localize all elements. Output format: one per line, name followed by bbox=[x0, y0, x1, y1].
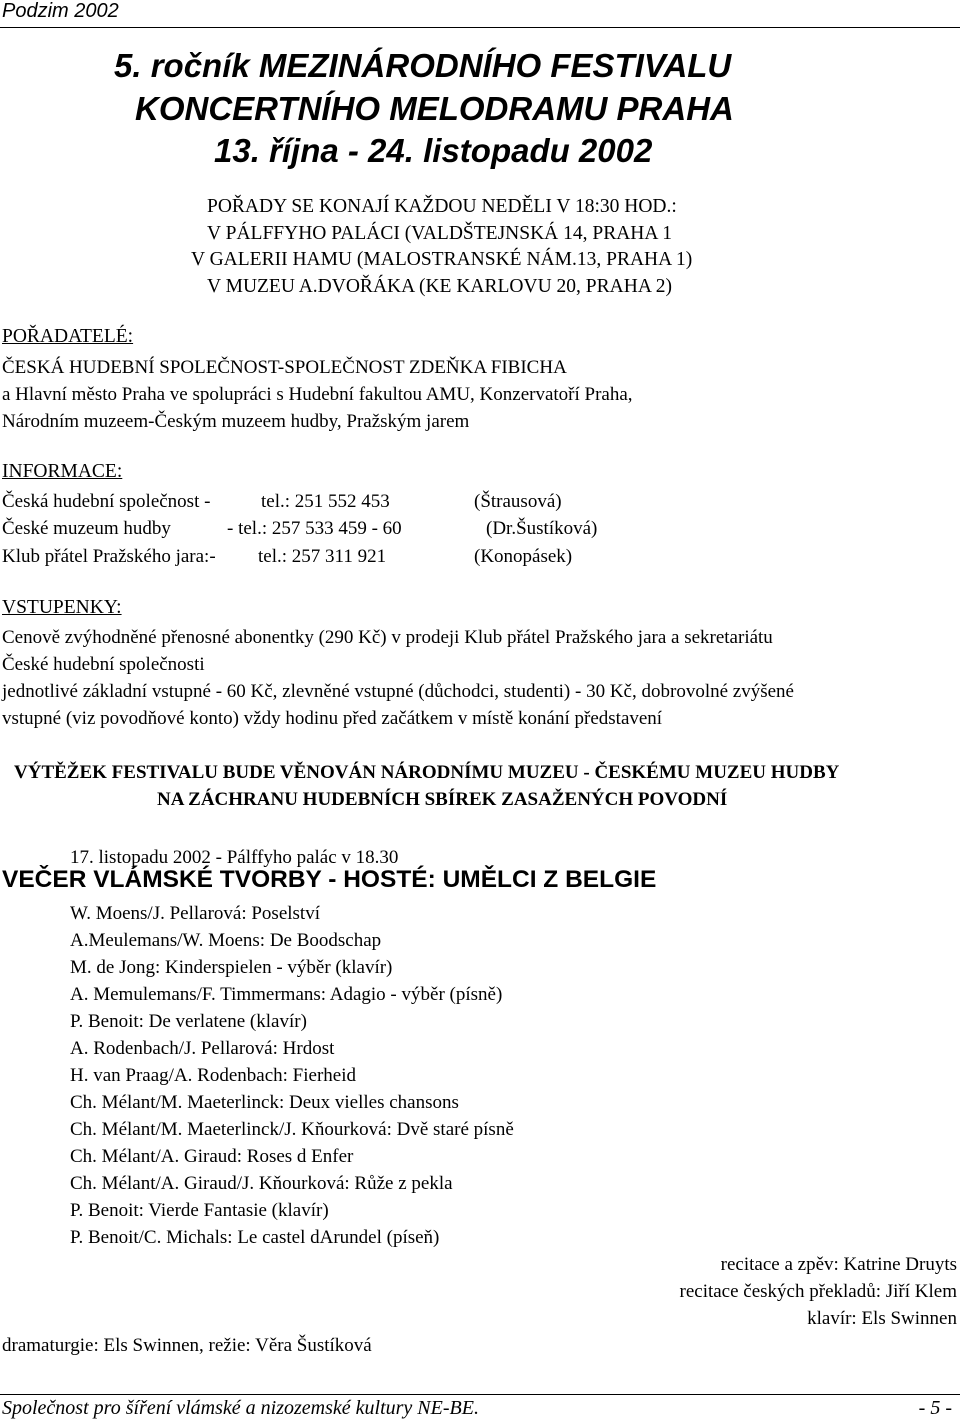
info-org: Klub přátel Pražského jara:- bbox=[2, 546, 216, 567]
proceeds-line-1: VÝTĚŽEK FESTIVALU BUDE VĚNOVÁN NÁRODNÍMU MUZEU - ČESKÉMU MUZEU HUDBY bbox=[14, 762, 840, 783]
program-item: W. Moens/J. Pellarová: Poselství bbox=[70, 903, 320, 924]
program-item: M. de Jong: Kinderspielen - výběr (klavír) bbox=[70, 957, 393, 978]
footer-society: Společnost pro šíření vlámské a nizozemské kultury NE-BE. bbox=[2, 1397, 479, 1419]
venue-line-2: V PÁLFFYHO PALÁCI (VALDŠTEJNSKÁ 14, PRAHA 1 bbox=[207, 223, 673, 244]
info-phone: tel.: 251 552 453 bbox=[261, 491, 390, 512]
proceeds-line-2: NA ZÁCHRANU HUDEBNÍCH SBÍREK ZASAŽENÝCH POVODNÍ bbox=[157, 789, 728, 810]
season-header: Podzim 2002 bbox=[2, 0, 119, 22]
organizers-line-2: a Hlavní město Praha ve spolupráci s Hudební fakultou AMU, Konzervatoří Praha, bbox=[2, 384, 633, 405]
info-contact: (Dr.Šustíková) bbox=[486, 518, 598, 539]
organizers-line-1: ČESKÁ HUDEBNÍ SPOLEČNOST-SPOLEČNOST ZDEŇKA FIBICHA bbox=[2, 357, 567, 378]
info-contact: (Konopásek) bbox=[474, 546, 573, 567]
info-phone: - tel.: 257 533 459 - 60 bbox=[227, 518, 402, 539]
tickets-line-4: vstupné (viz povodňové konto) vždy hodinu před začátkem v místě konání představení bbox=[2, 708, 663, 729]
tickets-heading: VSTUPENKY: bbox=[2, 597, 122, 618]
venue-line-4: V MUZEU A.DVOŘÁKA (KE KARLOVU 20, PRAHA 2) bbox=[207, 276, 672, 297]
program-item: A. Memulemans/F. Timmermans: Adagio - výběr (písně) bbox=[70, 984, 503, 1005]
program-item: Ch. Mélant/A. Giraud: Roses d Enfer bbox=[70, 1146, 354, 1167]
program-item: A.Meulemans/W. Moens: De Boodschap bbox=[70, 930, 382, 951]
credit-line: recitace a zpěv: Katrine Druyts bbox=[720, 1254, 957, 1275]
info-contact: (Štrausová) bbox=[474, 491, 562, 512]
program-item: P. Benoit: Vierde Fantasie (klavír) bbox=[70, 1200, 329, 1221]
performer-credits bbox=[680, 1251, 958, 1332]
tickets-line-1: Cenově zvýhodněné přenosné abonentky (290 Kč) v prodeji Klub přátel Pražského jara a sekretariátu bbox=[2, 627, 773, 648]
dramaturgy-credit: dramaturgie: Els Swinnen, režie: Věra Šustíková bbox=[2, 1335, 372, 1356]
info-heading: INFORMACE: bbox=[2, 461, 123, 482]
program-item: A. Rodenbach/J. Pellarová: Hrdost bbox=[70, 1038, 335, 1059]
tickets-line-3: jednotlivé základní vstupné - 60 Kč, zlevněné vstupné (důchodci, studenti) - 30 Kč, dobrovolné zvýšené bbox=[2, 681, 794, 702]
venue-line-1: POŘADY SE KONAJÍ KAŽDOU NEDĚLI V 18:30 HOD.: bbox=[207, 196, 677, 217]
program-item: P. Benoit/C. Michals: Le castel dArundel (píseň) bbox=[70, 1227, 440, 1248]
event-title: VEČER VLÁMSKÉ TVORBY - HOSTÉ: UMĚLCI Z BELGIE bbox=[2, 866, 657, 893]
organizers-line-3: Národním muzeem-Českým muzeem hudby, Pražským jarem bbox=[2, 411, 470, 432]
header-rule bbox=[0, 27, 960, 28]
venue-line-3: V GALERII HAMU (MALOSTRANSKÉ NÁM.13, PRAHA 1) bbox=[191, 249, 693, 270]
organizers-heading: POŘADATELÉ: bbox=[2, 326, 134, 347]
event-date: 17. listopadu 2002 - Pálffyho palác v 18.30 bbox=[70, 847, 399, 868]
festival-title-line-2: KONCERTNÍHO MELODRAMU PRAHA bbox=[135, 90, 734, 127]
program-list bbox=[70, 900, 514, 1251]
program-item: Ch. Mélant/M. Maeterlinck/J. Kňourková: Dvě staré písně bbox=[70, 1119, 514, 1140]
info-phone: tel.: 257 311 921 bbox=[258, 546, 387, 567]
program-item: H. van Praag/A. Rodenbach: Fierheid bbox=[70, 1065, 356, 1086]
festival-title-line-1: 5. ročník MEZINÁRODNÍHO FESTIVALU bbox=[114, 47, 732, 84]
info-org: České muzeum hudby bbox=[2, 518, 171, 539]
page-number: - 5 - bbox=[918, 1397, 952, 1419]
program-item: Ch. Mélant/A. Giraud/J. Kňourková: Růže z pekla bbox=[70, 1173, 453, 1194]
info-org: Česká hudební společnost - bbox=[2, 491, 211, 512]
tickets-line-2: České hudební společnosti bbox=[2, 654, 205, 675]
credit-line: klavír: Els Swinnen bbox=[807, 1308, 957, 1329]
footer-rule bbox=[0, 1394, 960, 1395]
credit-line: recitace českých překladů: Jiří Klem bbox=[679, 1281, 957, 1302]
festival-dates: 13. října - 24. listopadu 2002 bbox=[214, 132, 653, 169]
program-item: Ch. Mélant/M. Maeterlinck: Deux vielles chansons bbox=[70, 1092, 459, 1113]
program-item: P. Benoit: De verlatene (klavír) bbox=[70, 1011, 307, 1032]
